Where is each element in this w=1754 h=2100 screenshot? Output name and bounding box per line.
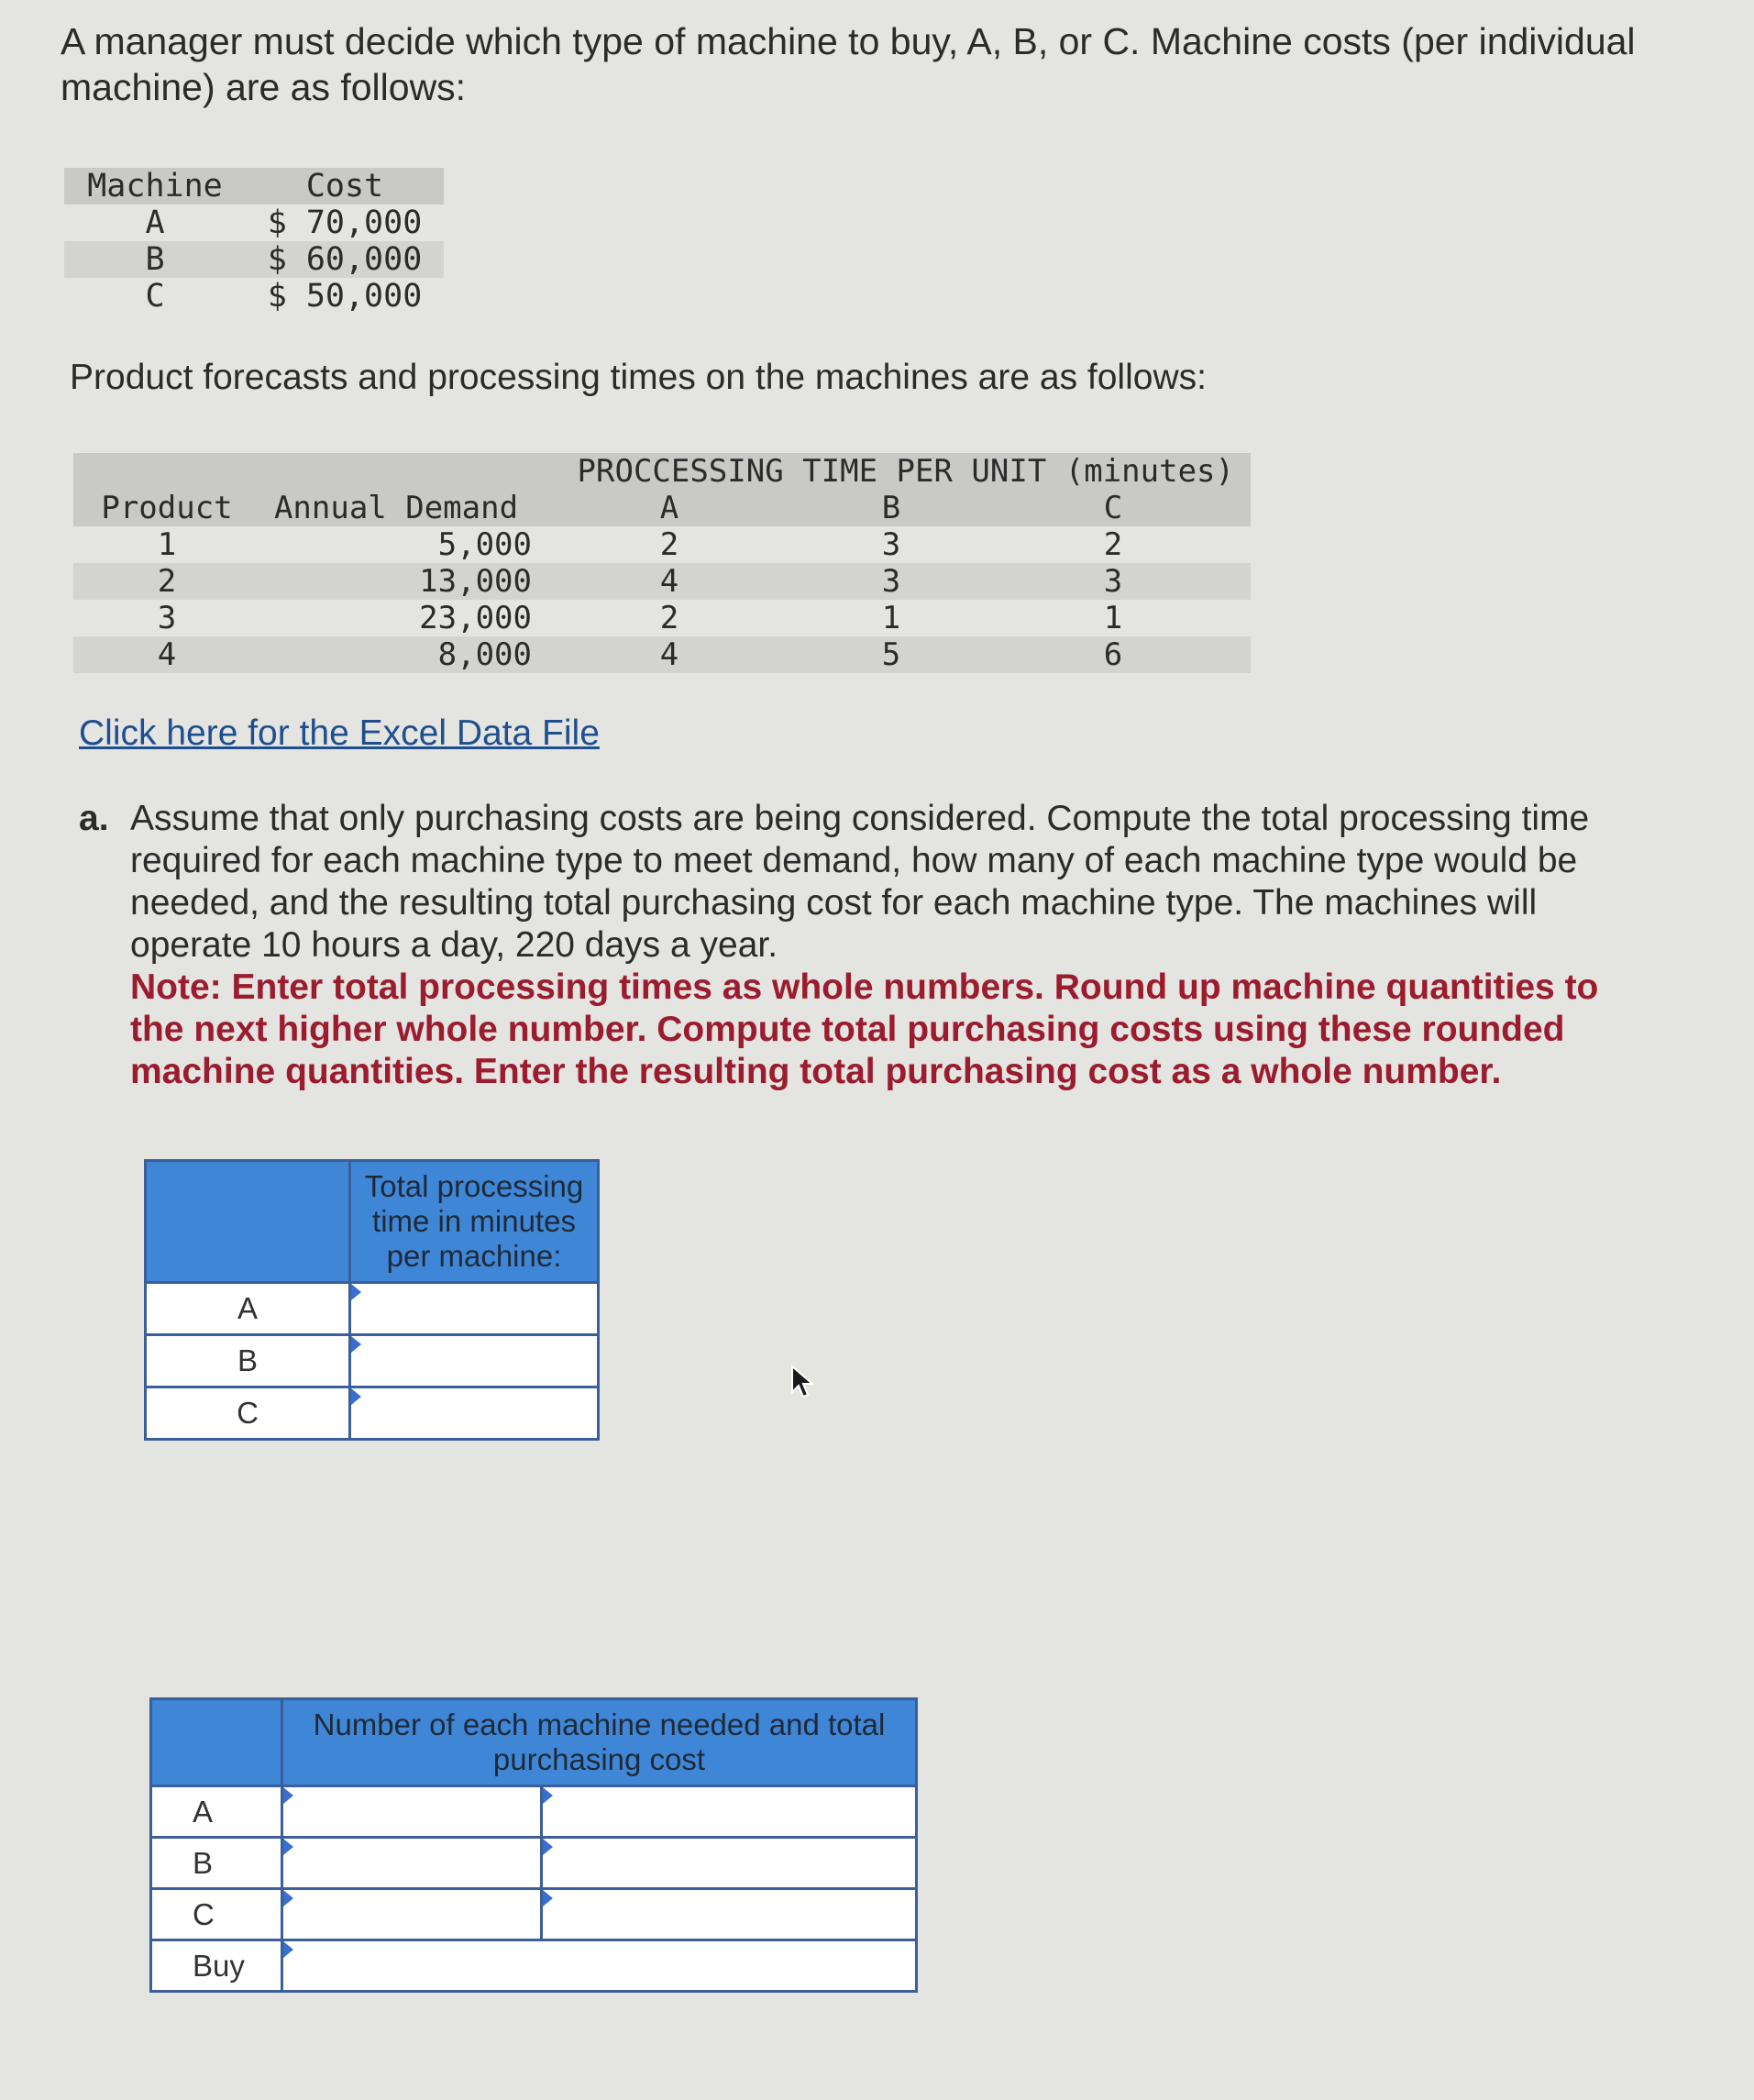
question-label: a.	[79, 799, 109, 838]
cost-table-header-machine: Machine	[64, 168, 246, 204]
product-cell: 3	[157, 600, 177, 636]
header-machine-c: C	[976, 490, 1251, 526]
processing-time-a-input[interactable]	[351, 1295, 597, 1326]
row-label-buy: Buy	[151, 1940, 282, 1992]
header-machine-b: B	[807, 490, 976, 526]
mouse-cursor-icon	[790, 1365, 816, 1399]
forecast-table	[73, 453, 1251, 673]
time-c-cell: 1	[1103, 600, 1123, 636]
question-a	[79, 798, 1656, 1093]
forecast-intro: Product forecasts and processing times on the machines are as follows:	[70, 358, 1207, 397]
processing-time-c-input[interactable]	[351, 1399, 597, 1431]
time-a-cell: 4	[532, 636, 807, 673]
machines-c-cost-input[interactable]	[543, 1901, 915, 1932]
processing-time-header: Total processing time in minutes per machine:	[350, 1161, 599, 1283]
machines-a-count-input[interactable]	[283, 1798, 540, 1829]
row-label-a: A	[151, 1786, 282, 1838]
header-annual-demand: Annual Demand	[260, 490, 532, 526]
question-text: Assume that only purchasing costs are being considered. Compute the total processing time required for each machine type to meet demand, how many of each machine type would be needed, and the resulting total purchasing cost for each machine type. The machines will operate 10 hours a day, 220 days a year.	[130, 799, 1590, 965]
machines-b-cost-cell	[542, 1838, 917, 1889]
demand-cell: 23,000	[419, 600, 532, 636]
machine-cost-table	[64, 168, 444, 315]
machines-c-cost-cell	[542, 1889, 917, 1940]
product-cell: 1	[157, 526, 177, 563]
table-row	[64, 278, 444, 315]
buy-choice-cell	[282, 1940, 917, 1992]
processing-time-answer-grid	[144, 1159, 600, 1441]
table-row	[73, 526, 1251, 563]
demand-cell: 13,000	[260, 563, 532, 600]
machines-needed-answer-grid	[149, 1697, 918, 1993]
row-label-a: A	[146, 1283, 350, 1335]
intro-text: A manager must decide which type of machine to buy, A, B, or C. Machine costs (per individual machine) are as follows:	[61, 20, 1636, 108]
table-row	[64, 241, 444, 278]
product-cell: 4	[73, 636, 260, 673]
time-a-cell: 4	[532, 563, 807, 600]
machines-a-cost-input[interactable]	[543, 1798, 915, 1829]
processing-time-a-cell	[350, 1283, 599, 1335]
machines-a-count-cell	[282, 1786, 542, 1838]
machines-b-count-cell	[282, 1838, 542, 1889]
cost-cell: $ 60,000	[246, 241, 444, 278]
machines-a-cost-cell	[542, 1786, 917, 1838]
question-note: Note: Enter total processing times as whole numbers. Round up machine quantities to the next higher whole number. Compute total purchasing costs using these rounded machine quantities. Enter the resulting total purchasing cost as a whole number.	[130, 967, 1599, 1091]
machines-c-count-cell	[282, 1889, 542, 1940]
demand-cell: 8,000	[260, 636, 532, 673]
time-a-cell: 2	[659, 526, 679, 563]
machines-b-count-input[interactable]	[283, 1850, 540, 1881]
excel-data-file-link[interactable]: Click here for the Excel Data File	[79, 713, 600, 753]
machine-cell: C	[145, 278, 165, 315]
row-label-b: B	[151, 1838, 282, 1889]
processing-time-b-input[interactable]	[351, 1347, 597, 1378]
header-machine-a: A	[532, 490, 807, 526]
machines-b-cost-input[interactable]	[543, 1850, 915, 1881]
time-c-cell: 6	[976, 636, 1251, 673]
table-row	[64, 204, 444, 241]
time-b-cell: 3	[807, 563, 976, 600]
table-row	[73, 563, 1251, 600]
table-row	[73, 600, 1251, 636]
time-b-cell: 1	[881, 600, 901, 636]
time-b-cell: 5	[807, 636, 976, 673]
product-cell: 2	[73, 563, 260, 600]
machine-cell: A	[145, 204, 165, 241]
time-c-cell: 2	[1103, 526, 1123, 563]
time-a-cell: 2	[659, 600, 679, 636]
cost-cell: $ 50,000	[267, 278, 423, 315]
time-b-cell: 3	[881, 526, 901, 563]
demand-cell: 5,000	[437, 526, 532, 563]
time-c-cell: 3	[976, 563, 1251, 600]
machine-cell: B	[64, 241, 246, 278]
cost-table-header-cost: Cost	[246, 168, 444, 204]
machines-needed-header: Number of each machine needed and total purchasing cost	[282, 1699, 917, 1786]
row-label-b: B	[146, 1335, 350, 1387]
cost-cell: $ 70,000	[267, 204, 423, 241]
table-row	[73, 636, 1251, 673]
buy-choice-input[interactable]	[283, 1952, 915, 1984]
machines-c-count-input[interactable]	[283, 1901, 540, 1932]
processing-time-b-cell	[350, 1335, 599, 1387]
processing-time-group-header: PROCCESSING TIME PER UNIT (minutes)	[532, 453, 1251, 490]
processing-time-c-cell	[350, 1387, 599, 1440]
row-label-c: C	[151, 1889, 282, 1940]
row-label-c: C	[146, 1387, 350, 1440]
header-product: Product	[73, 490, 260, 526]
